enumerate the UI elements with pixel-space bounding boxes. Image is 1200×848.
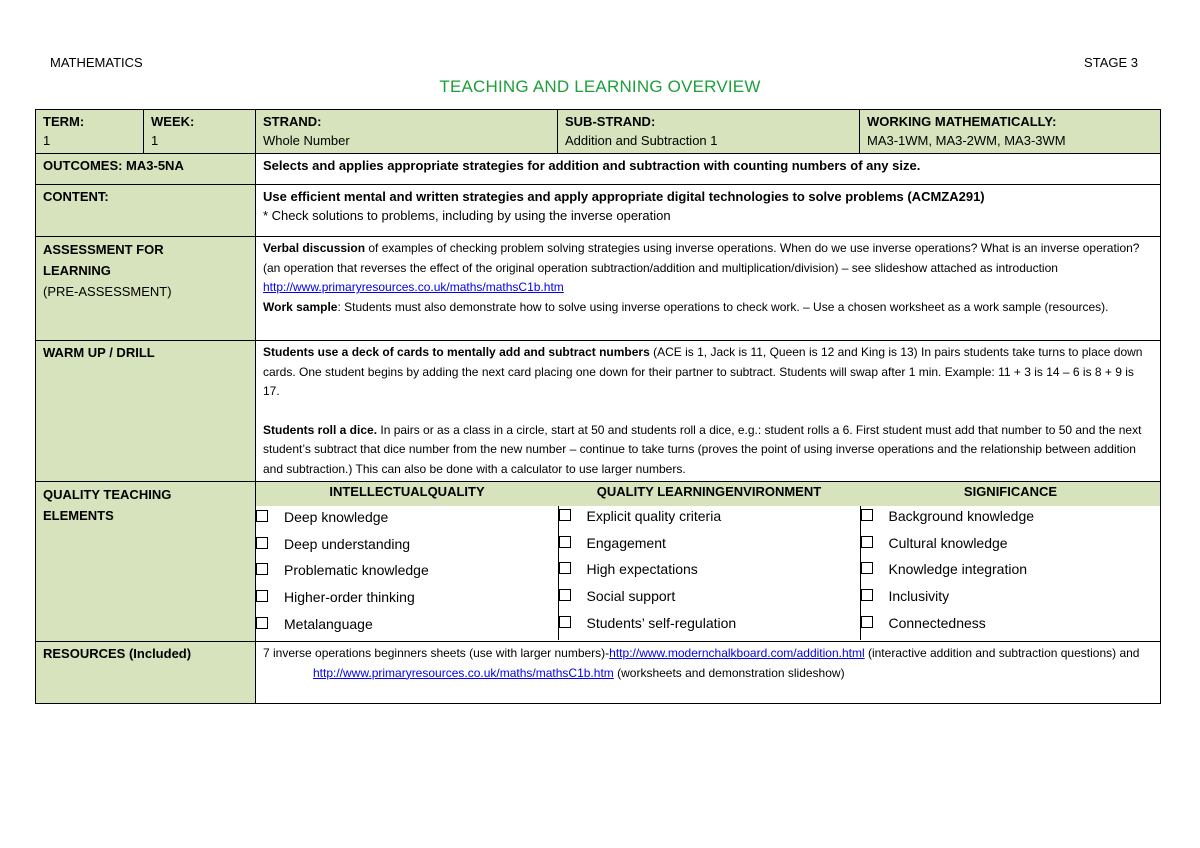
intellectual-quality-header: INTELLECTUALQUALITY	[256, 482, 558, 506]
checklist-item-label: Students’ self-regulation	[586, 614, 737, 631]
resources-cell	[256, 642, 1161, 704]
checkbox-icon[interactable]	[256, 537, 268, 549]
checklist-item[interactable]	[256, 587, 558, 614]
significance-header: SIGNIFICANCE	[860, 482, 1161, 506]
resources-text	[263, 644, 1153, 683]
outcomes-row	[36, 154, 1161, 185]
cards-activity-heading: Students use a deck of cards to mentally add and subtract numbers	[263, 345, 650, 359]
learning-environment-header: QUALITY LEARNINGENVIRONMENT	[558, 482, 860, 506]
resources-row	[36, 642, 1161, 704]
checklist-item[interactable]	[256, 614, 558, 641]
checkbox-icon[interactable]	[559, 562, 571, 574]
checklist-item-label: Higher-order thinking	[284, 589, 415, 606]
verbal-discussion-text: of examples of checking problem solving strategies using inverse operations. When do we use inverse operations? What is an inverse operation? (an operation that reverses the effect of the original operation subtraction/addition and multiplication/division) – see slideshow attached as introduction	[263, 241, 1140, 275]
quality-elements-grid	[256, 482, 1161, 640]
warmup-paragraph-2	[263, 421, 1153, 480]
checkbox-icon[interactable]	[559, 589, 571, 601]
checklist-item[interactable]	[861, 559, 1162, 586]
checklist-item[interactable]	[256, 534, 558, 561]
substrand-cell	[558, 110, 860, 154]
resources-text-2: (interactive addition and subtraction questions) and	[864, 646, 1140, 660]
learning-environment-list	[558, 506, 860, 640]
checkbox-icon[interactable]	[861, 616, 873, 628]
checklist-item[interactable]	[559, 559, 860, 586]
checklist-item[interactable]	[559, 586, 860, 613]
primaryresources-link[interactable]: http://www.primaryresources.co.uk/maths/mathsC1b.htm	[263, 280, 564, 294]
checklist-item-label: Explicit quality criteria	[586, 508, 722, 524]
content-line-2: * Check solutions to problems, including by using the inverse operation	[263, 208, 671, 223]
checklist-item-label: Cultural knowledge	[888, 534, 1008, 551]
week-label: WEEK:	[151, 114, 195, 129]
wm-value: MA3-1WM, MA3-2WM, MA3-3WM	[867, 133, 1066, 148]
wm-label: WORKING MATHEMATICALLY:	[867, 114, 1057, 129]
checkbox-icon[interactable]	[861, 509, 873, 521]
checklist-item-label: Deep understanding	[284, 535, 411, 552]
checklist-item-label: Metalanguage	[284, 615, 373, 632]
assessment-label	[36, 237, 256, 341]
strand-label: STRAND:	[263, 114, 322, 129]
cards-activity-text: (ACE is 1, Jack is 11, Queen is 12 and King is 13) In pairs students take turns to place down cards. One student begins by adding the next card placing one down for their partner to subtract. Students will swap after 1 min. Example: 11 + 3 is 14 – 6 is 8 + 9 is 17.	[263, 345, 1143, 398]
checklist-item-label: Deep knowledge	[284, 509, 389, 525]
dice-activity-heading: Students roll a dice.	[263, 422, 378, 437]
subject-label: MATHEMATICS	[50, 55, 143, 70]
stage-label: STAGE 3	[1084, 55, 1138, 70]
checkbox-icon[interactable]	[861, 562, 873, 574]
checkbox-icon[interactable]	[256, 617, 268, 629]
warmup-paragraph-1	[263, 343, 1153, 402]
info-row	[36, 110, 1161, 154]
quality-label-line-2: ELEMENTS	[43, 508, 114, 523]
term-value: 1	[43, 133, 51, 148]
assessment-row	[36, 237, 1161, 341]
assessment-cell	[256, 237, 1161, 341]
checkbox-icon[interactable]	[256, 510, 268, 522]
strand-cell	[256, 110, 558, 154]
assessment-label-line-3: (PRE-ASSESSMENT)	[43, 284, 172, 299]
checklist-item[interactable]	[559, 533, 860, 560]
checkbox-icon[interactable]	[861, 536, 873, 548]
assessment-label-line-1: ASSESSMENT FOR	[43, 242, 164, 257]
assessment-paragraph-1	[263, 239, 1153, 298]
checklist-item[interactable]	[861, 586, 1162, 613]
week-cell	[144, 110, 256, 154]
content-label: CONTENT:	[36, 185, 256, 237]
resources-label: RESOURCES (Included)	[36, 642, 256, 704]
resources-text-1: 7 inverse operations beginners sheets (use with larger numbers)-	[263, 646, 610, 660]
checkbox-icon[interactable]	[861, 589, 873, 601]
checklist-item[interactable]	[861, 506, 1162, 533]
modernchalkboard-link[interactable]: http://www.modernchalkboard.com/addition.html	[609, 646, 865, 660]
checklist-item[interactable]	[559, 613, 860, 640]
outcomes-label: OUTCOMES: MA3-5NA	[36, 154, 256, 185]
outcomes-text: Selects and applies appropriate strategies for addition and subtraction with counting numbers of any size.	[256, 154, 1161, 185]
checklist-item[interactable]	[559, 506, 860, 533]
checklist-item-label: Inclusivity	[888, 588, 950, 605]
checklist-item[interactable]	[256, 560, 558, 587]
warmup-label: WARM UP / DRILL	[36, 341, 256, 482]
checkbox-icon[interactable]	[559, 509, 571, 521]
warmup-cell	[256, 341, 1161, 482]
quality-label-line-1: QUALITY TEACHING	[43, 487, 172, 502]
working-mathematically-cell	[860, 110, 1161, 154]
page-title: TEACHING AND LEARNING OVERVIEW	[439, 77, 761, 96]
quality-row	[36, 482, 1161, 642]
work-sample-heading: Work sample	[263, 299, 338, 314]
checklist-item-label: Connectedness	[888, 614, 986, 631]
content-cell	[256, 185, 1161, 237]
checklist-item-label: Background knowledge	[888, 508, 1035, 524]
checklist-item-label: Problematic knowledge	[284, 562, 429, 579]
verbal-discussion-heading: Verbal discussion	[263, 241, 369, 255]
checklist-item[interactable]	[861, 533, 1162, 560]
content-line-1: Use efficient mental and written strategies and apply appropriate digital technologies to solve problems (ACMZA291)	[263, 189, 985, 204]
checklist-item-label: Engagement	[586, 534, 666, 551]
week-value: 1	[151, 133, 159, 148]
primaryresources-link-2[interactable]: http://www.primaryresources.co.uk/maths/mathsC1b.htm	[313, 665, 614, 680]
quality-label	[36, 482, 256, 642]
substrand-label: SUB-STRAND:	[565, 114, 656, 129]
checkbox-icon[interactable]	[559, 536, 571, 548]
checklist-item[interactable]	[861, 613, 1162, 640]
term-cell	[36, 110, 144, 154]
assessment-paragraph-2	[263, 298, 1153, 318]
checklist-item-label: High expectations	[586, 561, 698, 578]
checklist-item-label: Knowledge integration	[888, 561, 1028, 578]
quality-elements-cell	[256, 482, 1161, 642]
substrand-value: Addition and Subtraction 1	[565, 133, 718, 148]
term-label: TERM:	[43, 114, 85, 129]
checkbox-icon[interactable]	[256, 590, 268, 602]
work-sample-text: : Students must also demonstrate how to solve using inverse operations to check work. – Use a chosen worksheet as a work sample (resources).	[337, 299, 1109, 314]
warmup-row	[36, 341, 1161, 482]
intellectual-quality-list	[256, 506, 558, 640]
checklist-item-label: Social support	[586, 588, 676, 605]
dice-activity-text: In pairs or as a class in a circle, start at 50 and students roll a dice, e.g.: student rolls a 6. First student must add that number to 50 and the next student’s subtract that dice number from the new number – continue to take turns (proves the point of using inverse operations and the relationship between addition and subtraction.) This can also be done with a calculator to use larger numbers.	[263, 422, 1142, 476]
resources-text-3: (worksheets and demonstration slideshow)	[613, 665, 845, 680]
assessment-label-line-2: LEARNING	[43, 263, 111, 278]
checklist-item[interactable]	[256, 507, 558, 534]
significance-list	[860, 506, 1161, 640]
checkbox-icon[interactable]	[256, 563, 268, 575]
checkbox-icon[interactable]	[559, 616, 571, 628]
content-row	[36, 185, 1161, 237]
strand-value: Whole Number	[263, 133, 350, 148]
overview-table	[35, 109, 1161, 704]
